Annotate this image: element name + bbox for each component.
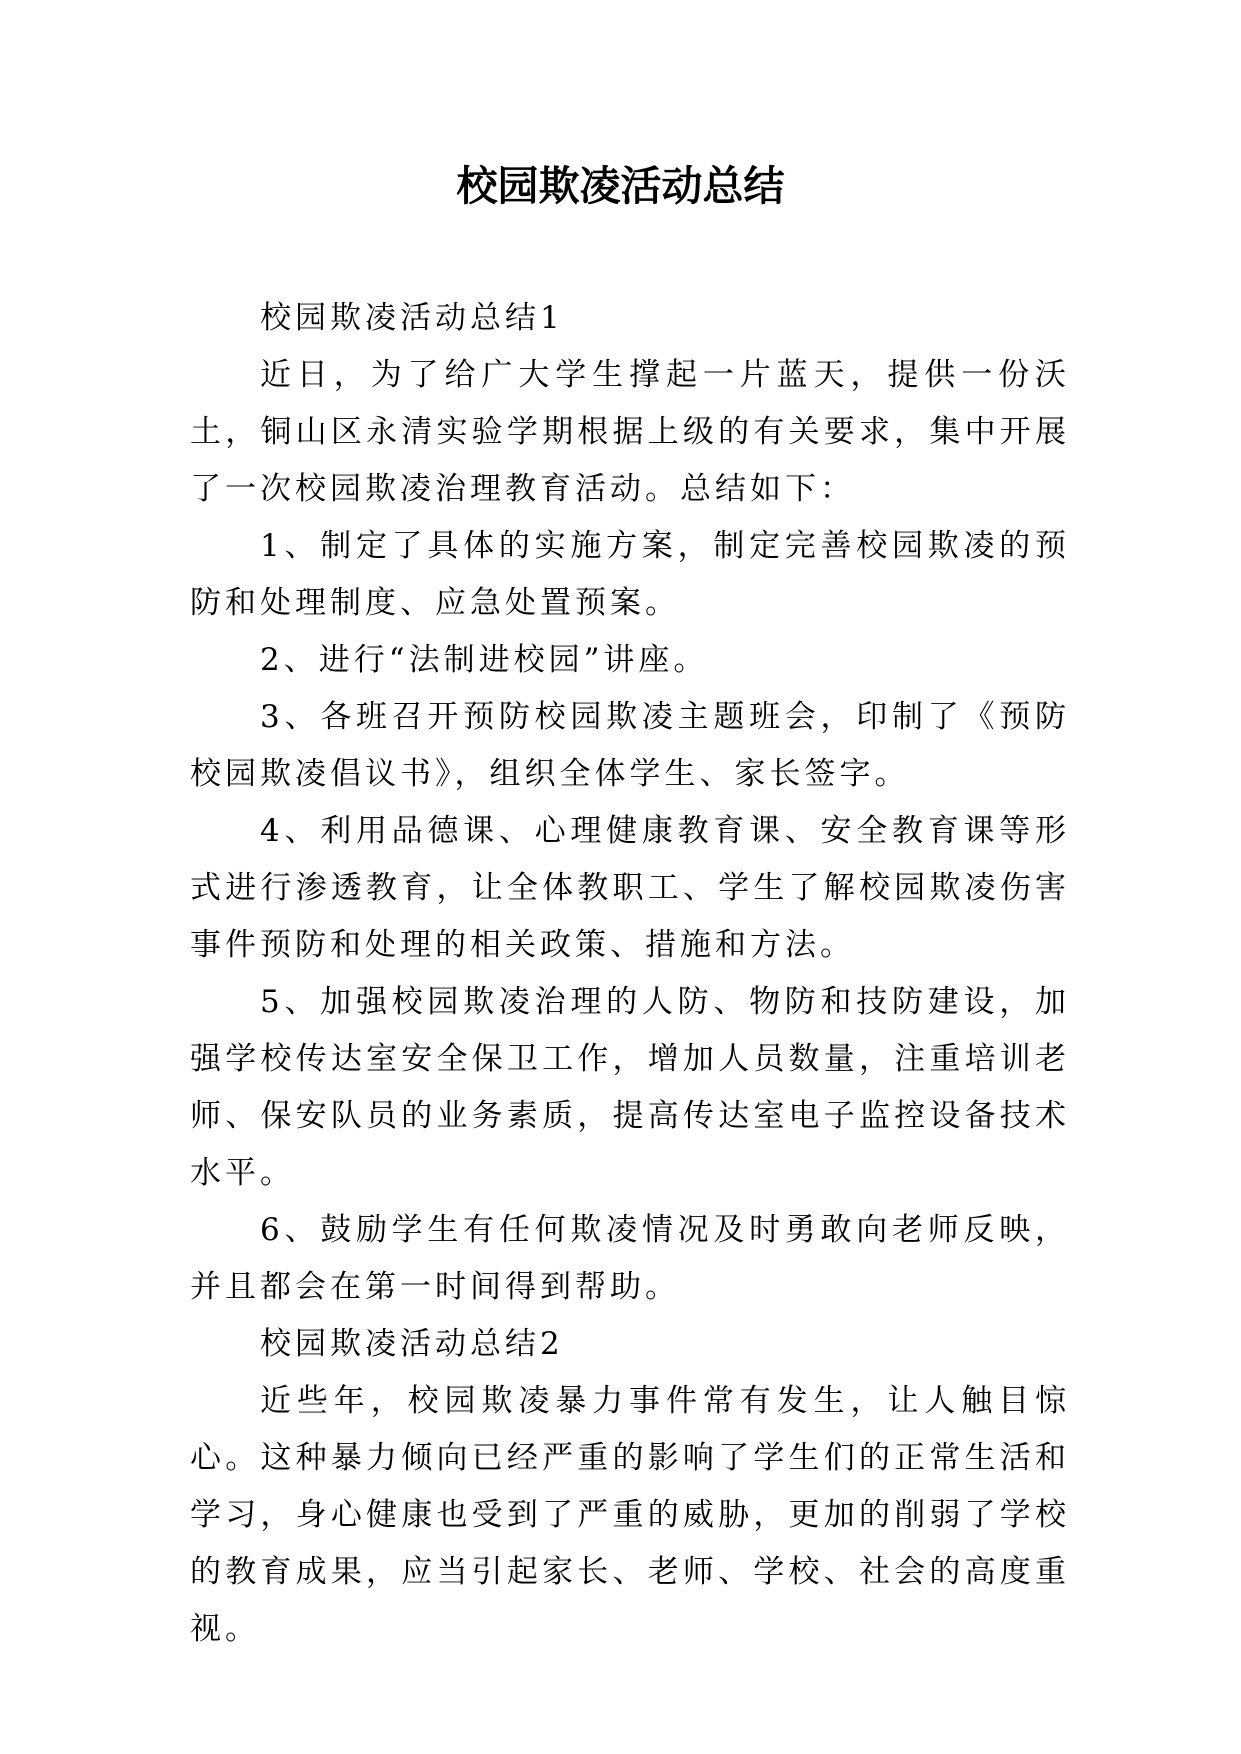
list-item-4: 4、利用品德课、心理健康教育课、安全教育课等形式进行渗透教育，让全体教职工、学生了解校园欺凌伤害事件预防和处理的相关政策、措施和方法。 [190, 813, 1070, 963]
intro-paragraph-2: 近些年，校园欺凌暴力事件常有发生，让人触目惊心。这种暴力倾向已经严重的影响了学生们的正常生活和学习，身心健康也受到了严重的威胁，更加的削弱了学校的教育成果，应当引起家长、老师、学校、社会的高度重视。 [190, 1383, 1070, 1647]
document-title: 校园欺凌活动总结 [456, 162, 785, 210]
section-heading-2: 校园欺凌活动总结2 [260, 1326, 564, 1362]
document-body [190, 290, 1070, 1658]
list-item-1: 1、制定了具体的实施方案，制定完善校园欺凌的预防和处理制度、应急处置预案。 [190, 528, 1070, 621]
section-heading-1: 校园欺凌活动总结1 [260, 300, 564, 336]
list-item-2: 2、进行“法制进校园”讲座。 [260, 642, 709, 678]
list-item-3: 3、各班召开预防校园欺凌主题班会，印制了《预防校园欺凌倡议书》，组织全体学生、家长签字。 [190, 699, 1070, 792]
list-item-5: 5、加强校园欺凌治理的人防、物防和技防建设，加强学校传达室安全保卫工作，增加人员数量，注重培训老师、保安队员的业务素质，提高传达室电子监控设备技术水平。 [190, 984, 1070, 1191]
intro-paragraph-1: 近日，为了给广大学生撑起一片蓝天，提供一份沃土，铜山区永清实验学期根据上级的有关要求，集中开展了一次校园欺凌治理教育活动。总结如下： [190, 357, 1070, 507]
list-item-6: 6、鼓励学生有任何欺凌情况及时勇敢向老师反映，并且都会在第一时间得到帮助。 [190, 1212, 1070, 1305]
